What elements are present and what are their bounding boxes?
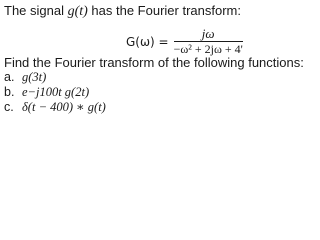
problem-intro [4,3,241,20]
equation-fraction [174,27,243,56]
signal-symbol: g(t) [67,4,88,19]
item-letter: c. [4,100,14,114]
question-list [4,70,106,115]
item-letter: b. [4,85,15,99]
task-instruction: Find the Fourier transform of the following functions: [4,55,304,70]
fourier-transform-equation [126,27,243,56]
item-expression: δ(t − 400) ∗ g(t) [22,100,106,114]
question-item-c [4,100,106,115]
intro-suffix: has the Fourier transform: [87,3,241,18]
intro-prefix: The signal [4,3,68,18]
item-expression: g(3t) [22,70,47,84]
equation-numerator: jω [201,26,215,41]
item-letter: a. [4,70,15,84]
equation-denominator: −ω² + 2jω + 4' [173,42,243,56]
item-expression: e−j100t g(2t) [22,85,90,99]
equation-lhs: G(ω) = [126,34,169,49]
question-item-b [4,85,106,100]
question-item-a [4,70,106,85]
